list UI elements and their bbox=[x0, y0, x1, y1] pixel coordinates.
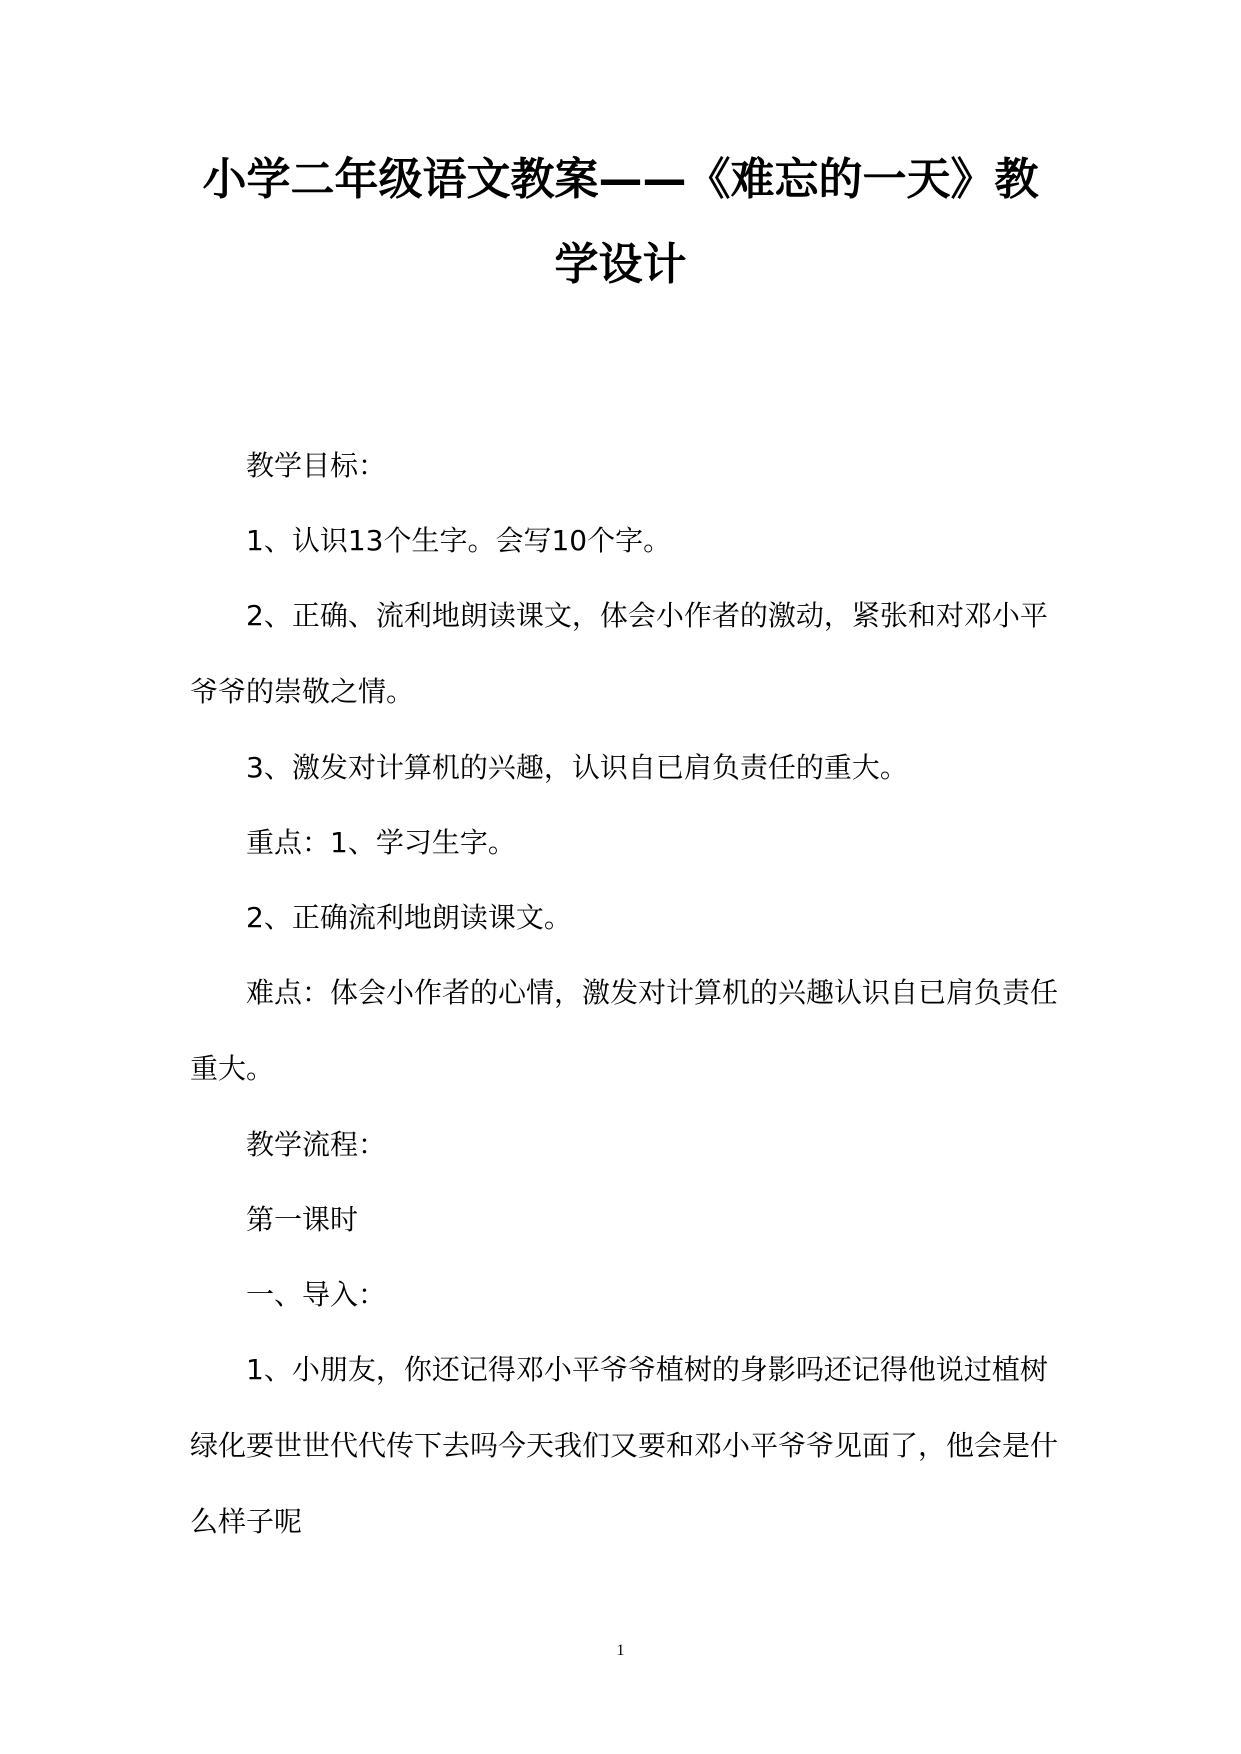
paragraph-goal-3: 3、激发对计算机的兴趣，认识自已肩负责任的重大。 bbox=[246, 751, 908, 784]
paragraph-key-point-2: 2、正确流利地朗读课文。 bbox=[246, 901, 572, 934]
paragraph-difficulties: 难点：体会小作者的心情，激发对计算机的兴趣认识自已肩负责任重大。 bbox=[190, 976, 1059, 1085]
paragraph-teaching-flow-heading: 教学流程： bbox=[246, 1128, 387, 1161]
paragraph-goal-1: 1、认识13个生字。会写10个字。 bbox=[246, 524, 672, 557]
paragraph-teaching-goals-heading: 教学目标： bbox=[246, 449, 387, 482]
paragraph-goal-2: 2、正确、流利地朗读课文，体会小作者的激动，紧张和对邓小平爷爷的崇敬之情。 bbox=[190, 599, 1048, 708]
document-title-line-2: 学设计 bbox=[554, 239, 687, 290]
page-number: 1 bbox=[616, 1642, 625, 1659]
paragraph-key-points: 重点：1、学习生字。 bbox=[246, 826, 516, 859]
document-title-line-1: 小学二年级语文教案——《难忘的一天》教 bbox=[202, 154, 1039, 205]
paragraph-intro-heading: 一、导入： bbox=[246, 1278, 387, 1311]
paragraph-intro-1: 1、小朋友，你还记得邓小平爷爷植树的身影吗还记得他说过植树绿化要世世代代传下去吗今天我们又要和邓小平爷爷见面了，他会是什么样子呢 bbox=[190, 1353, 1059, 1538]
paragraph-first-lesson: 第一课时 bbox=[246, 1203, 359, 1236]
